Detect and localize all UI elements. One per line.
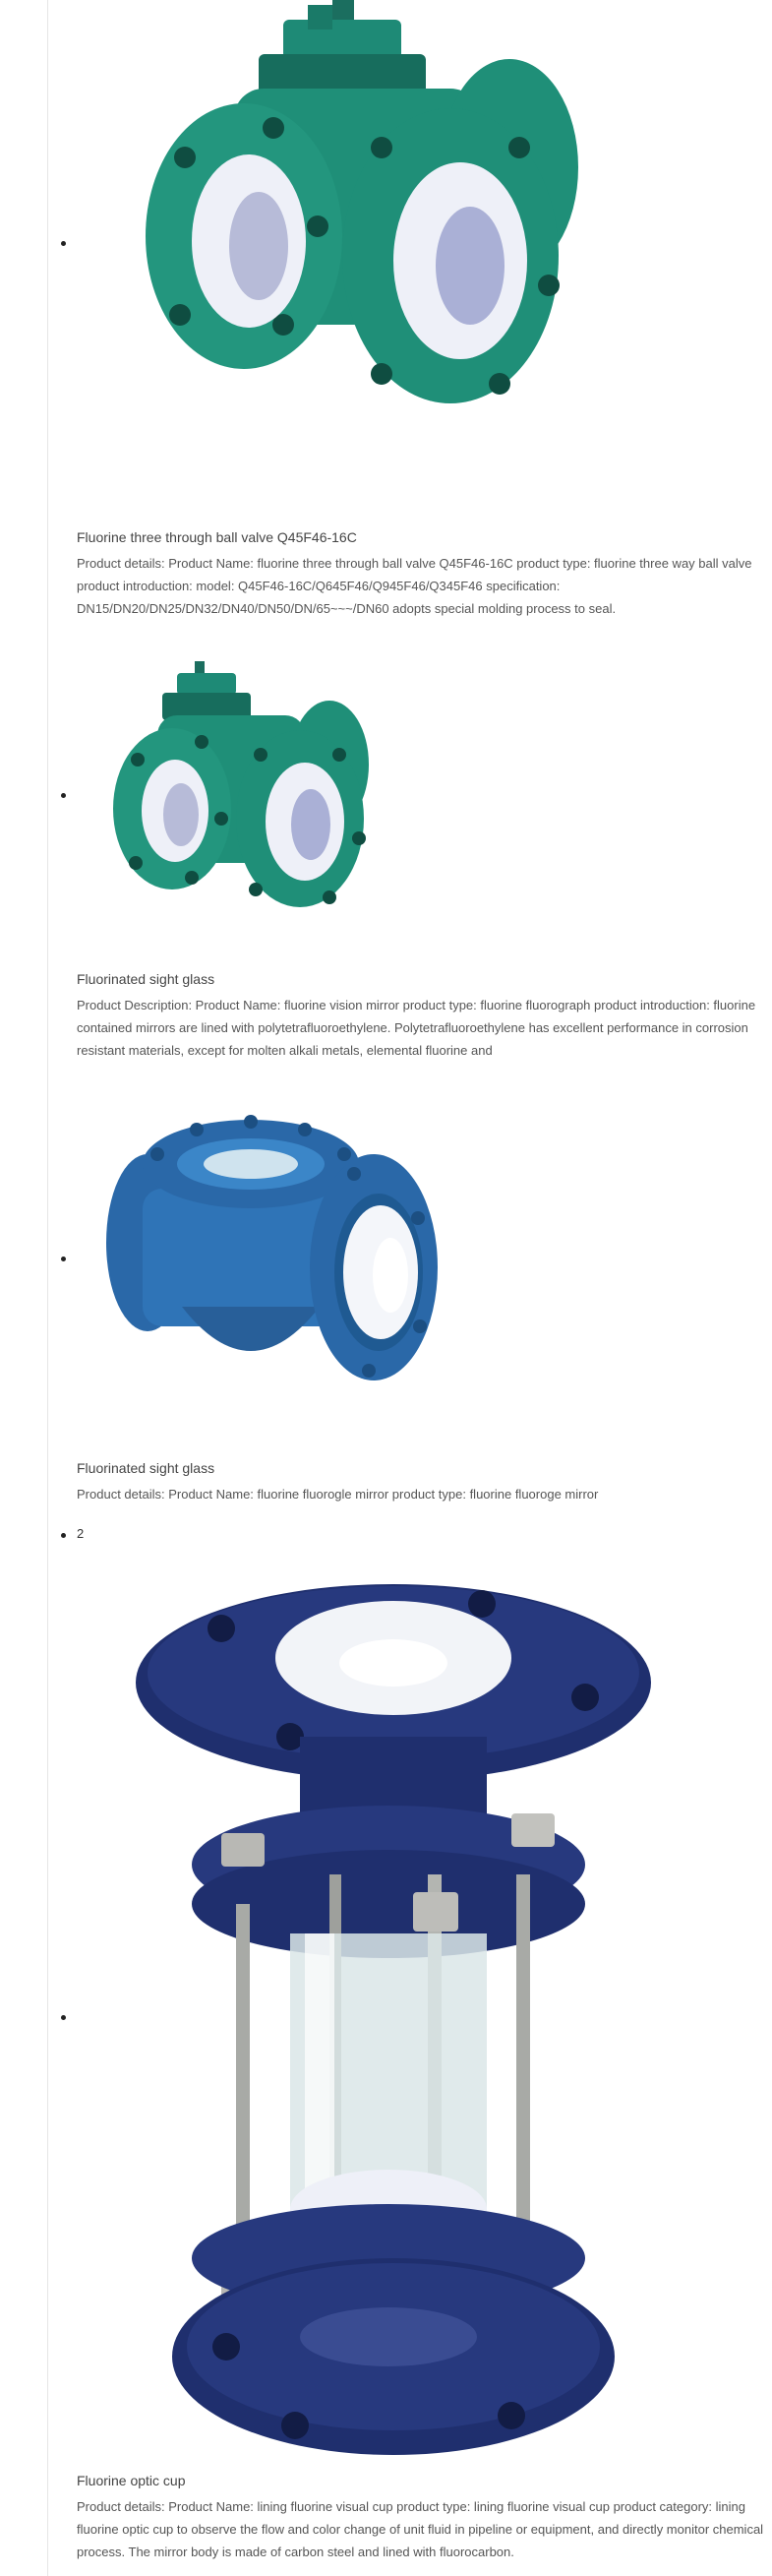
list-bullet — [61, 241, 66, 246]
list-bullet — [61, 1257, 66, 1261]
product-title[interactable]: Fluorinated sight glass — [77, 971, 215, 987]
product-description: Product details: Product Name: fluorine fluorogle mirror product type: fluorine fluoroge mirror — [77, 1487, 599, 1502]
product-title[interactable]: Fluorine three through ball valve Q45F46-16C — [77, 529, 357, 545]
product-title[interactable]: Fluorinated sight glass — [77, 1460, 215, 1476]
product-image-fluorinated-sight-glass-blue[interactable] — [103, 1110, 447, 1415]
product-description: Product details: Product Name: lining fluorine visual cup product type: lining fluorine visual cup product category: lining fluorine optic cup to observe the flow and color change of unit fluid in pipeline or equipment, and directly monitor chemical process. The mirror body is made of carbon steel and lined with fluorocarbon. — [77, 2499, 764, 2559]
list-bullet — [61, 1533, 66, 1538]
product-title[interactable]: Fluorine optic cup — [77, 2473, 186, 2488]
pagination-page-number[interactable]: 2 — [77, 1526, 85, 1541]
product-image-fluorine-optic-cup[interactable] — [128, 1579, 659, 2460]
product-image-three-way-ball-valve[interactable] — [126, 0, 598, 423]
list-bullet — [61, 2015, 66, 2020]
product-description: Product details: Product Name: fluorine three through ball valve Q45F46-16C product type: fluorine three way ball valve product introduction: model: Q45F46-16C/Q645F46/Q945F46/Q345F46 specification: DN15/DN20/DN25/DN32/DN40/DN50/DN/65~~~/DN60 adopts special molding process to seal. — [77, 556, 752, 616]
content-divider — [47, 0, 48, 2576]
product-description: Product Description: Product Name: fluorine vision mirror product type: fluorine fluorograph product introduction: fluorine contained mirrors are lined with polytetrafluoroethylene. Polytetrafluoroethylene has excellent performance in corrosion resistant materials, except for molten alkali metals, elemental fluorine and — [77, 998, 756, 1058]
product-image-fluorinated-sight-glass[interactable] — [108, 661, 384, 927]
list-bullet — [61, 793, 66, 798]
